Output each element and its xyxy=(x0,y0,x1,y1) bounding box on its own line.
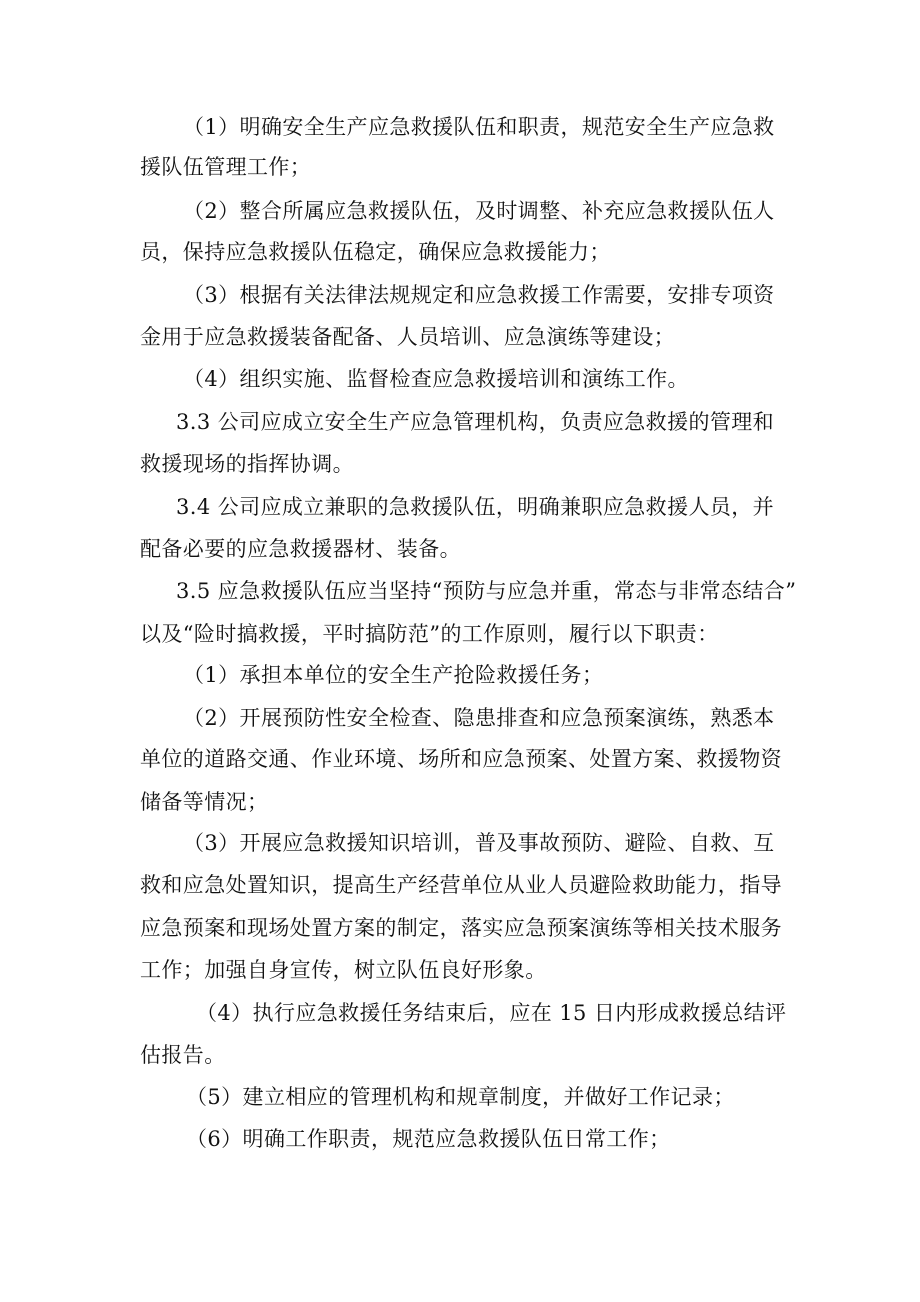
text-line: （3）根据有关法律法规规定和应急救援工作需要，安排专项资 xyxy=(183,283,775,307)
text-line: 单位的道路交通、作业环境、场所和应急预案、处置方案、救援物资 xyxy=(140,747,782,771)
text-line: 员，保持应急救援队伍稳定，确保应急救援能力； xyxy=(140,240,611,264)
text-line: （4）组织实施、监督检查应急救援培训和演练工作。 xyxy=(183,367,689,391)
text-line: （6）明确工作职责，规范应急救援队伍日常工作； xyxy=(186,1127,671,1151)
text-line: （2）整合所属应急救援队伍，及时调整、补充应急救援队伍人 xyxy=(183,199,775,223)
text-line: 应急预案和现场处置方案的制定，落实应急预案演练等相关技术服务 xyxy=(140,916,782,940)
text-line: 金用于应急救援装备配备、人员培训、应急演练等建设； xyxy=(140,325,675,349)
text-line: （1）明确安全生产应急救援队伍和职责，规范安全生产应急救 xyxy=(183,115,775,139)
text-line: （2）开展预防性安全检查、隐患排查和应急预案演练，熟悉本 xyxy=(183,706,775,730)
text-line: 救援现场的指挥协调。 xyxy=(140,452,354,476)
text-line: 估报告。 xyxy=(140,1043,226,1067)
text-line: （4）执行应急救援任务结束后，应在 15 日内形成救援总结评 xyxy=(196,1001,787,1025)
text-line: 配备必要的应急救援器材、装备。 xyxy=(140,537,461,561)
text-line: 3.3 公司应成立安全生产应急管理机构，负责应急救援的管理和 xyxy=(176,410,775,434)
text-line: （1）承担本单位的安全生产抢险救援任务； xyxy=(183,663,604,687)
text-line: 救和应急处置知识，提高生产经营单位从业人员避险救助能力，指导 xyxy=(140,873,782,897)
text-line: （3）开展应急救援知识培训，普及事故预防、避险、自救、互 xyxy=(183,831,775,855)
text-line: 储备等情况； xyxy=(140,790,269,814)
text-line: 3.5 应急救援队伍应当坚持“预防与应急并重，常态与非常态结合” xyxy=(176,579,797,603)
text-line: 工作；加强自身宣传，树立队伍良好形象。 xyxy=(140,958,547,982)
text-line: （5）建立相应的管理机构和规章制度，并做好工作记录； xyxy=(186,1085,735,1109)
text-line: 援队伍管理工作； xyxy=(140,155,312,179)
text-line: 以及“险时搞救援，平时搞防范”的工作原则，履行以下职责： xyxy=(140,622,719,646)
text-line: 3.4 公司应成立兼职的急救援队伍，明确兼职应急救援人员，并 xyxy=(176,495,775,519)
